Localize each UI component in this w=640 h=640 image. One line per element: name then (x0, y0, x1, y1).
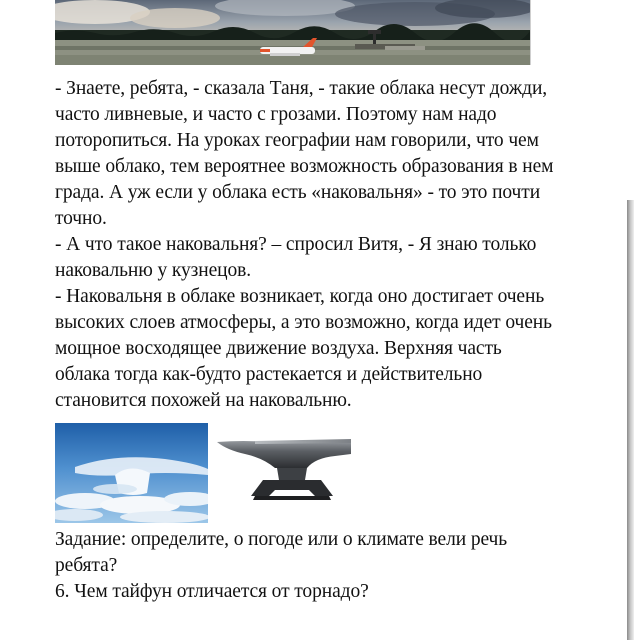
question-line: 6. Чем тайфун отличается от торнадо? (55, 581, 369, 602)
text-line: становится похожей на наковальню. (55, 390, 352, 411)
dialogue-paragraph-tanya (55, 76, 640, 232)
text-line: града. А уж если у облака есть «наковальня» - то это почти (55, 182, 541, 203)
text-line: высоких слоев атмосферы, а это возможно, когда идет очень (55, 312, 552, 333)
text-line: - А что такое наковальня? – спросил Витя, - Я знаю только (55, 234, 537, 255)
dialogue-paragraph-vitya (55, 232, 640, 284)
text-line: облака тогда как-будто растекается и действительно (55, 364, 483, 385)
text-line: - Наковальня в облаке возникает, когда оно достигает очень (55, 286, 545, 307)
dialogue-paragraph-anvil-explanation (55, 284, 640, 414)
task-line: ребята? (55, 555, 118, 576)
page-edge-shadow (627, 200, 634, 640)
blacksmith-anvil-icon (215, 434, 352, 504)
anvil-cloud-photo (55, 423, 208, 523)
text-line: выше облако, тем вероятнее возможность образования в нем (55, 156, 554, 177)
airport-storm-photo (55, 0, 531, 65)
text-line: - Знаете, ребята, - сказала Таня, - такие облака несут дожди, (55, 78, 548, 99)
text-line: часто ливневые, и часто с грозами. Поэтому нам надо (55, 104, 497, 125)
text-line: наковальню у кузнецов. (55, 260, 252, 281)
task-line: Задание: определите, о погоде или о климате вели речь (55, 529, 508, 550)
text-line: мощное восходящее движение воздуха. Верхняя часть (55, 338, 502, 359)
text-line: поторопиться. На уроках географии нам говорили, что чем (55, 130, 539, 151)
text-line: точно. (55, 208, 107, 229)
task-text (55, 527, 640, 605)
